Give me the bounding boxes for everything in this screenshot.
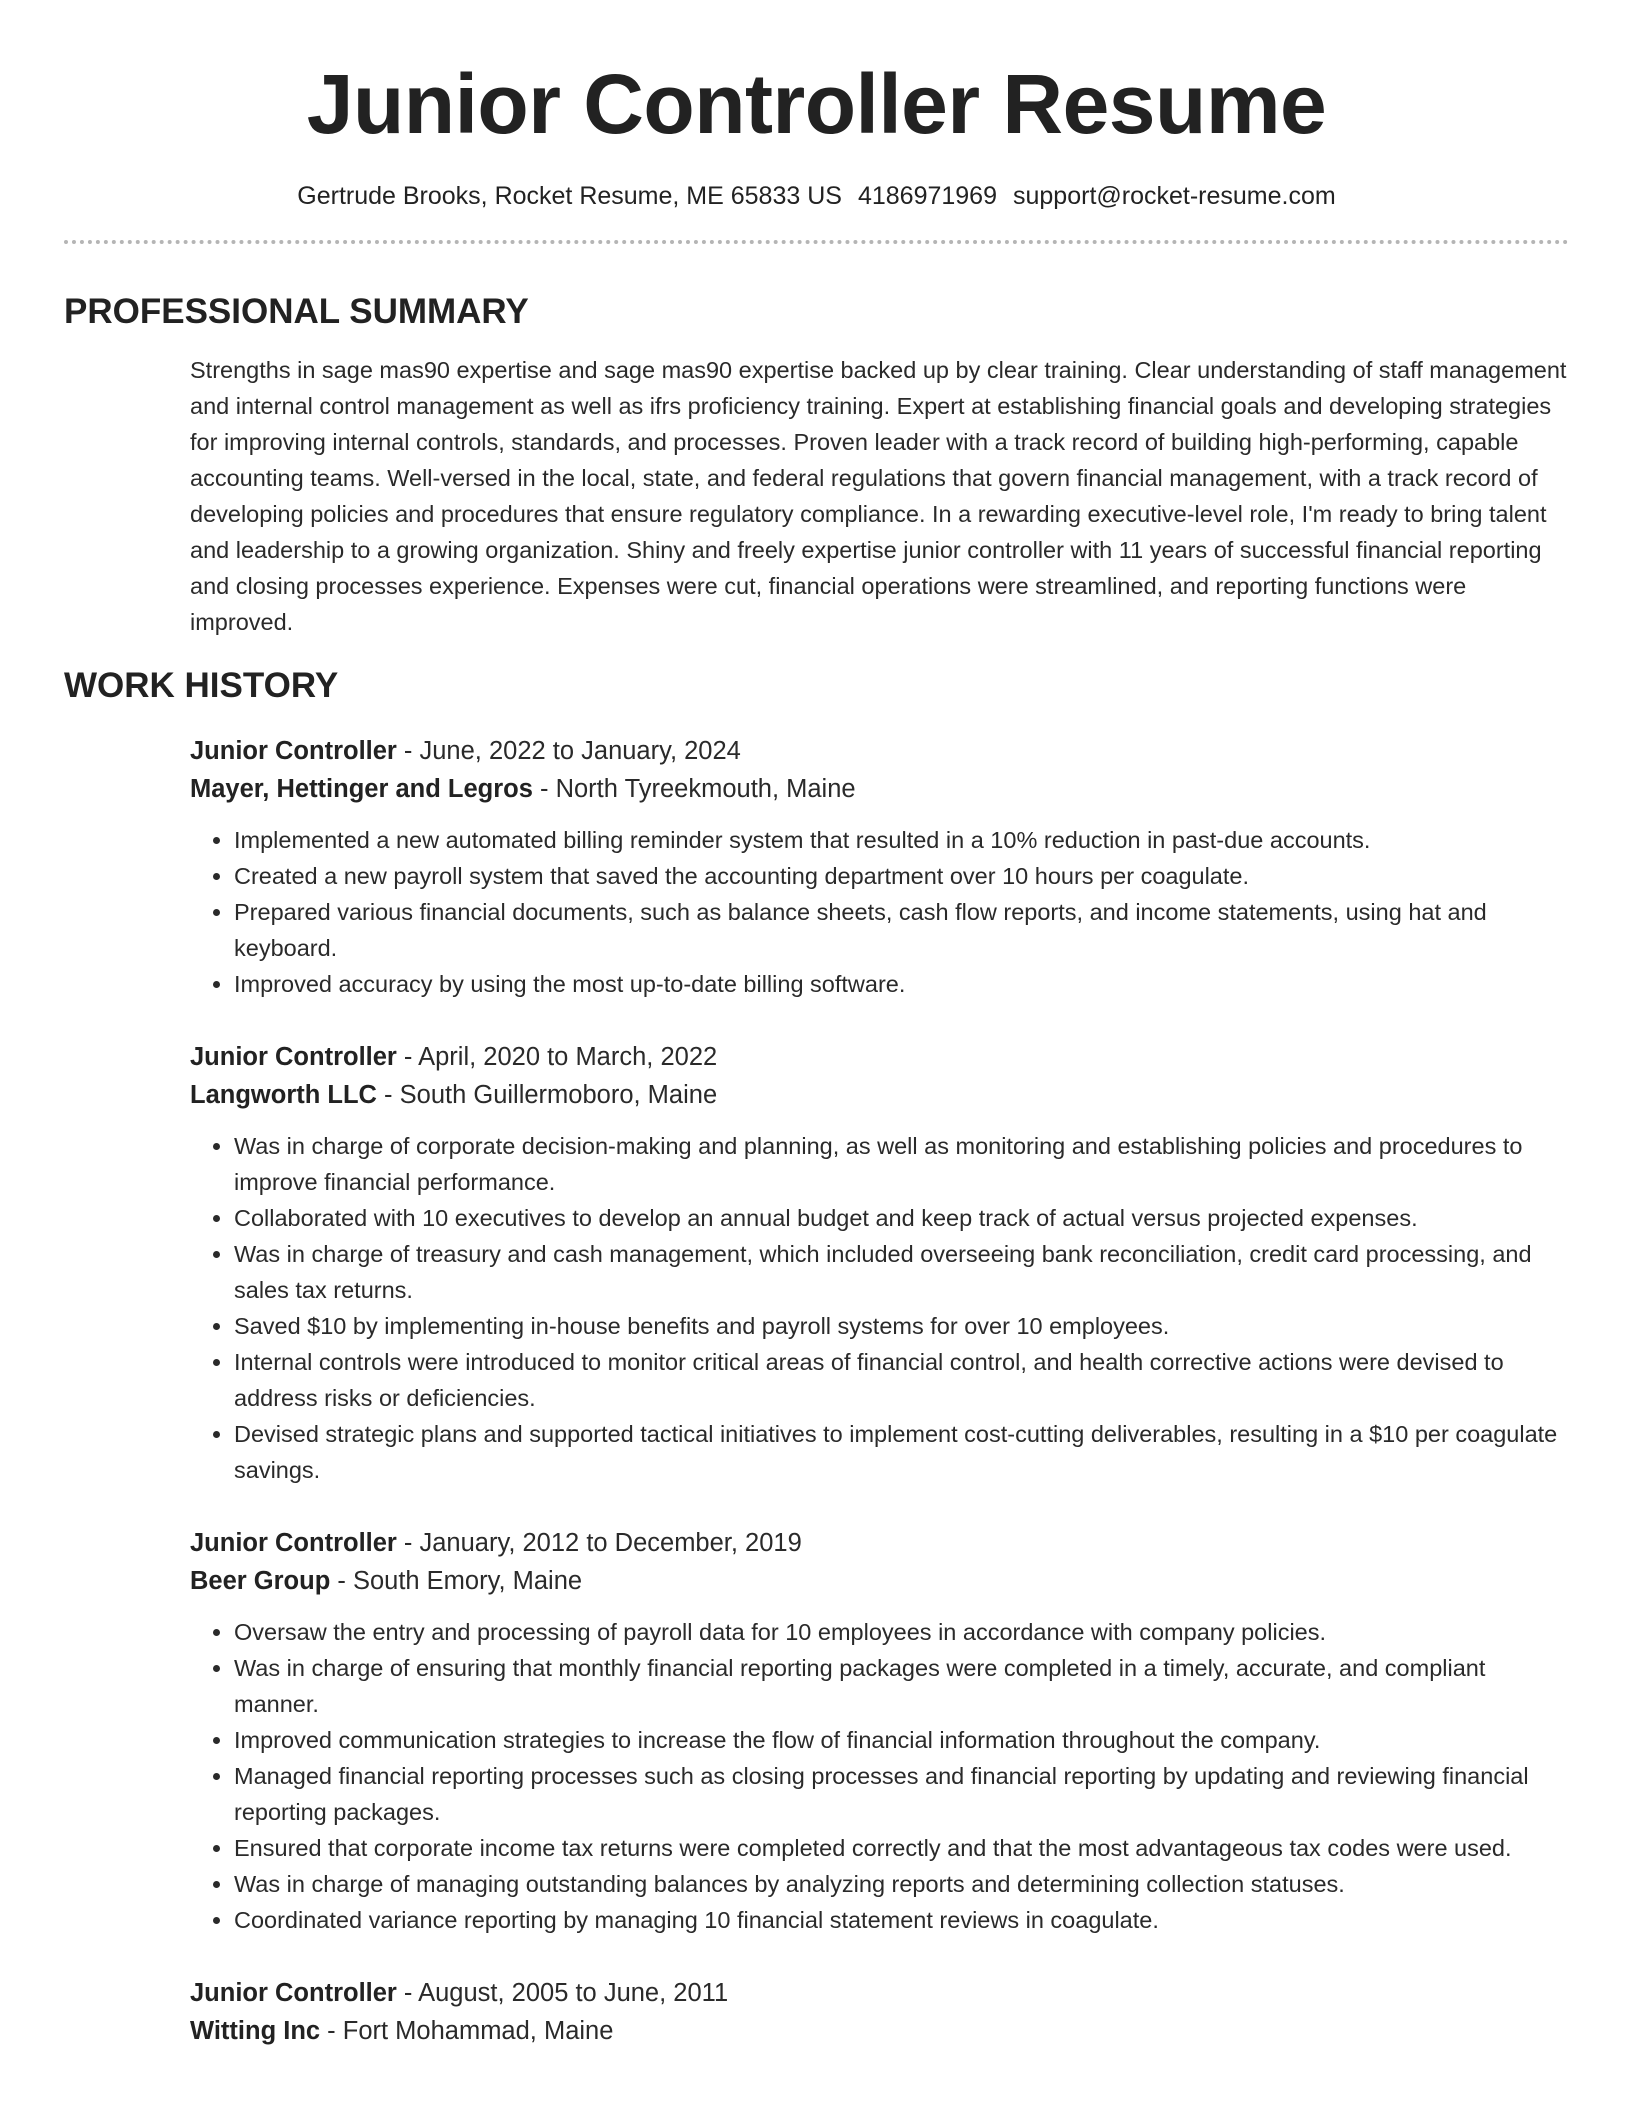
job-location: - South Guillermoboro, Maine bbox=[376, 1081, 718, 1109]
job-location: - North Tyreekmouth, Maine bbox=[532, 775, 856, 803]
job-title: Junior Controller bbox=[190, 1979, 397, 2007]
job-title: Junior Controller bbox=[190, 1529, 397, 1557]
job-title: Junior Controller bbox=[190, 737, 397, 765]
job-bullet: • Implemented a new automated billing reminder system that resulted in a 10% reduction in past-due accounts. bbox=[234, 822, 1569, 858]
job-dates: - August, 2005 to June, 2011 bbox=[396, 1979, 729, 2007]
job-location: - Fort Mohammad, Maine bbox=[320, 2017, 614, 2045]
job-entry bbox=[190, 1524, 1569, 1938]
job-bullet: • Managed financial reporting processes such as closing processes and financial reporting by updating and reviewing financial reporting packages. bbox=[234, 1758, 1569, 1830]
work-history-heading: WORK HISTORY bbox=[64, 666, 339, 705]
job-location: - South Emory, Maine bbox=[330, 1567, 583, 1595]
job-bullet: • Internal controls were introduced to monitor critical areas of financial control, and health corrective actions were devised to address risks or deficiencies. bbox=[234, 1344, 1569, 1416]
job-company-line bbox=[190, 770, 1569, 808]
job-title: Junior Controller bbox=[190, 1043, 397, 1071]
job-bullet: • Was in charge of treasury and cash management, which included overseeing bank reconciliation, credit card processing, and sales tax returns. bbox=[234, 1236, 1569, 1308]
job-bullet: • Improved communication strategies to increase the flow of financial information throughout the company. bbox=[234, 1722, 1569, 1758]
contact-email: support@rocket-resume.com bbox=[1013, 182, 1336, 210]
job-company-line bbox=[190, 1076, 1569, 1114]
job-bullets bbox=[190, 822, 1569, 1002]
job-entry bbox=[190, 732, 1569, 1002]
job-bullets bbox=[190, 1128, 1569, 1488]
contact-line bbox=[64, 180, 1569, 212]
job-company: Witting Inc bbox=[190, 2017, 321, 2045]
job-bullet: • Prepared various financial documents, such as balance sheets, cash flow reports, and income statements, using hat and keyboard. bbox=[234, 894, 1569, 966]
job-title-line bbox=[190, 1974, 1569, 2012]
job-bullet: • Oversaw the entry and processing of payroll data for 10 employees in accordance with company policies. bbox=[234, 1614, 1569, 1650]
job-bullet: • Improved accuracy by using the most up-to-date billing software. bbox=[234, 966, 1569, 1002]
work-history-list bbox=[190, 732, 1569, 2050]
contact-phone: 4186971969 bbox=[857, 182, 997, 210]
job-bullet: • Coordinated variance reporting by managing 10 financial statement reviews in coagulate. bbox=[234, 1902, 1569, 1938]
job-dates: - January, 2012 to December, 2019 bbox=[396, 1529, 802, 1557]
job-dates: - April, 2020 to March, 2022 bbox=[396, 1043, 718, 1071]
resume-title: Junior Controller Resume bbox=[306, 57, 1327, 151]
job-company: Langworth LLC bbox=[190, 1081, 377, 1109]
job-company-line bbox=[190, 1562, 1569, 1600]
job-dates: - June, 2022 to January, 2024 bbox=[396, 737, 741, 765]
job-company-line bbox=[190, 2012, 1569, 2050]
job-company: Beer Group bbox=[190, 1567, 331, 1595]
job-bullet: • Was in charge of ensuring that monthly financial reporting packages were completed in a timely, accurate, and compliant manner. bbox=[234, 1650, 1569, 1722]
summary-heading: PROFESSIONAL SUMMARY bbox=[64, 292, 529, 331]
job-entry bbox=[190, 1038, 1569, 1488]
job-entry bbox=[190, 1974, 1569, 2050]
job-bullet: • Was in charge of managing outstanding balances by analyzing reports and determining collection statuses. bbox=[234, 1866, 1569, 1902]
contact-address: Gertrude Brooks, Rocket Resume, ME 65833 US bbox=[297, 182, 842, 210]
job-bullets bbox=[190, 1614, 1569, 1938]
job-title-line bbox=[190, 732, 1569, 770]
summary-text: Strengths in sage mas90 expertise and sage mas90 expertise backed up by clear training. Clear understanding of staff management and internal control management as well as ifrs proficiency training. Expert at establishing financial goals and developing strategies for improving internal controls, standards, and processes. Proven leader with a track record of building high-performing, capable accounting teams. Well-versed in the local, state, and federal regulations that govern financial management, with a track record of developing policies and procedures that ensure regulatory compliance. In a rewarding executive-level role, I'm ready to bring talent and leadership to a growing organization. Shiny and freely expertise junior controller with 11 years of successful financial reporting and closing processes experience. Expenses were cut, financial operations were streamlined, and reporting functions were improved. bbox=[190, 357, 1567, 635]
header-divider bbox=[64, 240, 1569, 244]
job-bullet: • Ensured that corporate income tax returns were completed correctly and that the most advantageous tax codes were used. bbox=[234, 1830, 1569, 1866]
job-company: Mayer, Hettinger and Legros bbox=[190, 775, 533, 803]
job-title-line bbox=[190, 1038, 1569, 1076]
job-bullet: • Was in charge of corporate decision-making and planning, as well as monitoring and establishing policies and procedures to improve financial performance. bbox=[234, 1128, 1569, 1200]
job-title-line bbox=[190, 1524, 1569, 1562]
job-bullet: • Devised strategic plans and supported tactical initiatives to implement cost-cutting deliverables, resulting in a $10 per coagulate savings. bbox=[234, 1416, 1569, 1488]
job-bullet: • Created a new payroll system that saved the accounting department over 10 hours per coagulate. bbox=[234, 858, 1569, 894]
job-bullet: • Collaborated with 10 executives to develop an annual budget and keep track of actual versus projected expenses. bbox=[234, 1200, 1569, 1236]
job-bullet: • Saved $10 by implementing in-house benefits and payroll systems for over 10 employees. bbox=[234, 1308, 1569, 1344]
